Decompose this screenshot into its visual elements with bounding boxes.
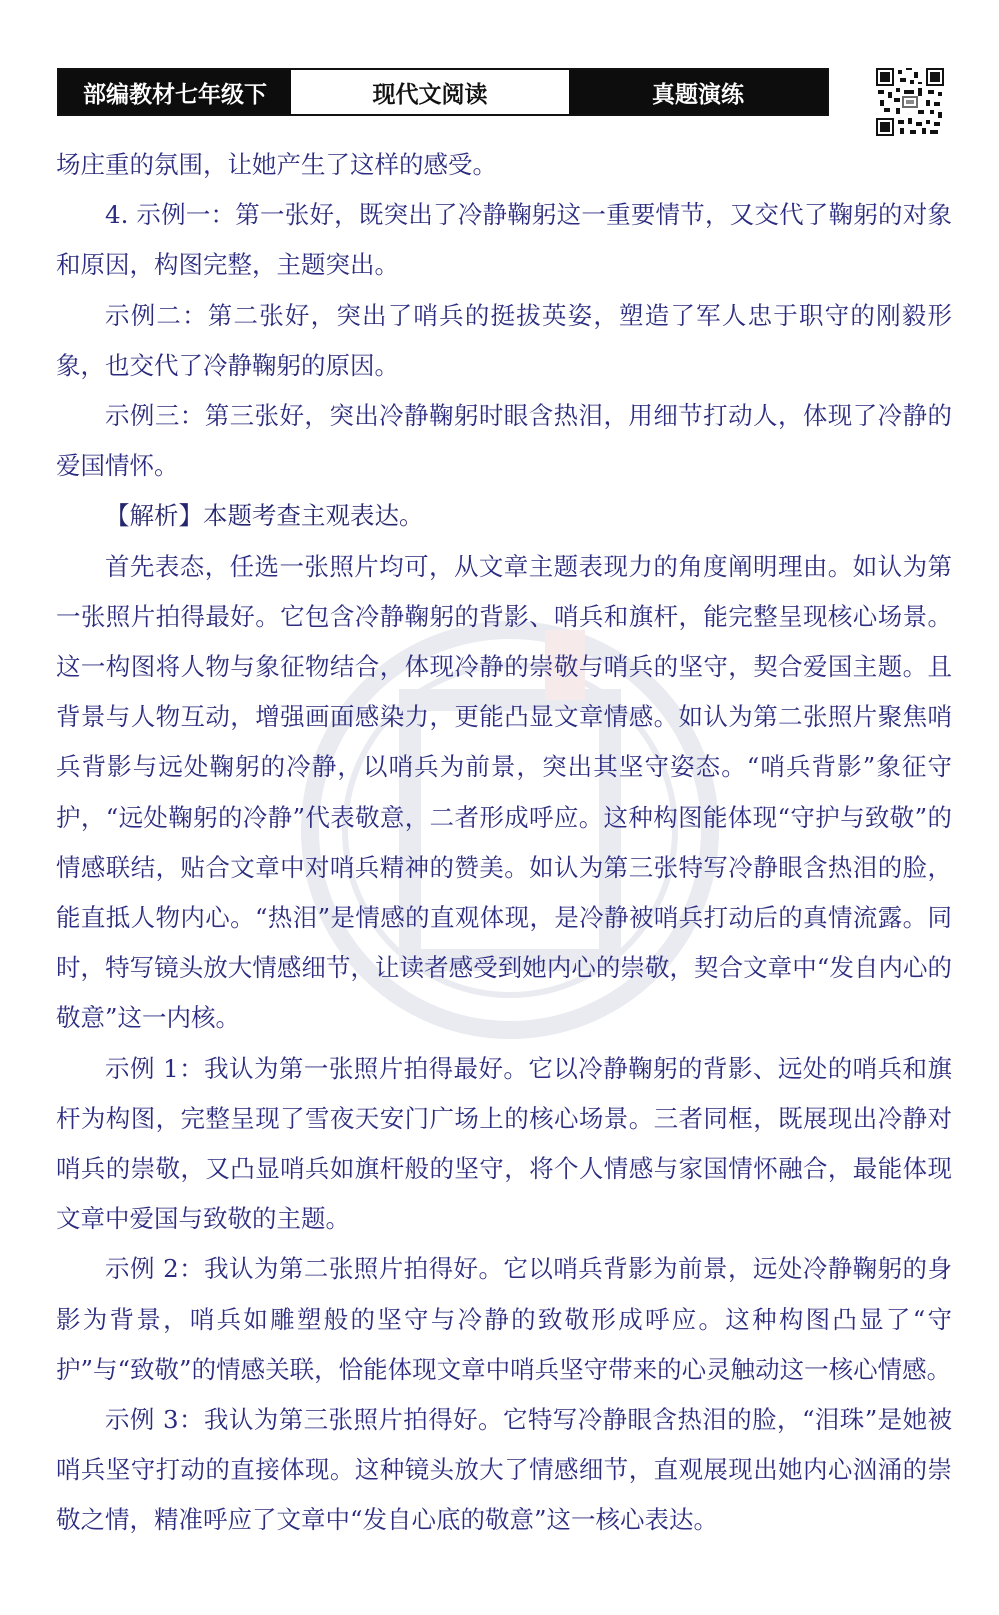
paragraph-sample-1: 示例 1：我认为第一张照片拍得最好。它以冷静鞠躬的背影、远处的哨兵和旗杆为构图，完整呈现了雪夜天安门广场上的核心场景。三者同框，既展现出冷静对哨兵的崇敬，又凸显哨兵如旗杆般的坚守，将个人情感与家国情怀融合，最能体现文章中爱国与致敬的主题。 [56, 1053, 952, 1234]
paragraph-continuation: 场庄重的氛围，让她产生了这样的感受。 [56, 150, 497, 179]
header-grade: 部编教材七年级下 [59, 70, 291, 114]
paragraph-analysis-heading: 【解析】本题考查主观表达。 [105, 501, 424, 531]
answer-content [56, 140, 952, 1546]
paragraph-answer-example-2: 示例二：第二张好，突出了哨兵的挺拔英姿，塑造了军人忠于职守的刚毅形象，也交代了冷静鞠躬的原因。 [56, 300, 952, 380]
header-section: 真题演练 [569, 70, 827, 114]
paragraph-answer-example-1: 4. 示例一：第一张好，既突出了冷静鞠躬这一重要情节，又交代了鞠躬的对象和原因，构图完整，主题突出。 [56, 200, 952, 280]
paragraph-answer-example-3: 示例三：第三张好，突出冷静鞠躬时眼含热泪，用细节打动人，体现了冷静的爱国情怀。 [56, 401, 952, 481]
header-topic: 现代文阅读 [291, 70, 569, 114]
qr-code-icon[interactable] [876, 68, 944, 136]
paragraph-sample-2: 示例 2：我认为第二张照片拍得好。它以哨兵背影为前景，远处冷静鞠躬的身影为背景，哨兵如雕塑般的坚守与冷静的致敬形成呼应。这种构图凸显了“守护”与“致敬”的情感关联，恰能体现文章中哨兵坚守带来的心灵触动这一核心情感。 [56, 1254, 952, 1384]
paragraph-sample-3: 示例 3：我认为第三张照片拍得好。它特写冷静眼含热泪的脸，“泪珠”是她被哨兵坚守打动的直接体现。这种镜头放大了情感细节，直观展现出她内心汹涌的崇敬之情，精准呼应了文章中“发自心底的敬意”这一核心表达。 [56, 1405, 952, 1535]
header-bar [57, 68, 829, 116]
paragraph-analysis-body: 首先表态，任选一张照片均可，从文章主题表现力的角度阐明理由。如认为第一张照片拍得最好。它包含冷静鞠躬的背影、哨兵和旗杆，能完整呈现核心场景。这一构图将人物与象征物结合，体现冷静的崇敬与哨兵的坚守，契合爱国主题。且背景与人物互动，增强画面感染力，更能凸显文章情感。如认为第二张照片聚焦哨兵背影与远处鞠躬的冷静，以哨兵为前景，突出其坚守姿态。“哨兵背影”象征守护，“远处鞠躬的冷静”代表敬意，二者形成呼应。这种构图能体现“守护与致敬”的情感联结，贴合文章中对哨兵精神的赞美。如认为第三张特写冷静眼含热泪的脸，能直抵人物内心。“热泪”是情感的直观体现，是冷静被哨兵打动后的真情流露。同时，特写镜头放大情感细节，让读者感受到她内心的崇敬，契合文章中“发自内心的敬意”这一内核。 [56, 551, 952, 1033]
